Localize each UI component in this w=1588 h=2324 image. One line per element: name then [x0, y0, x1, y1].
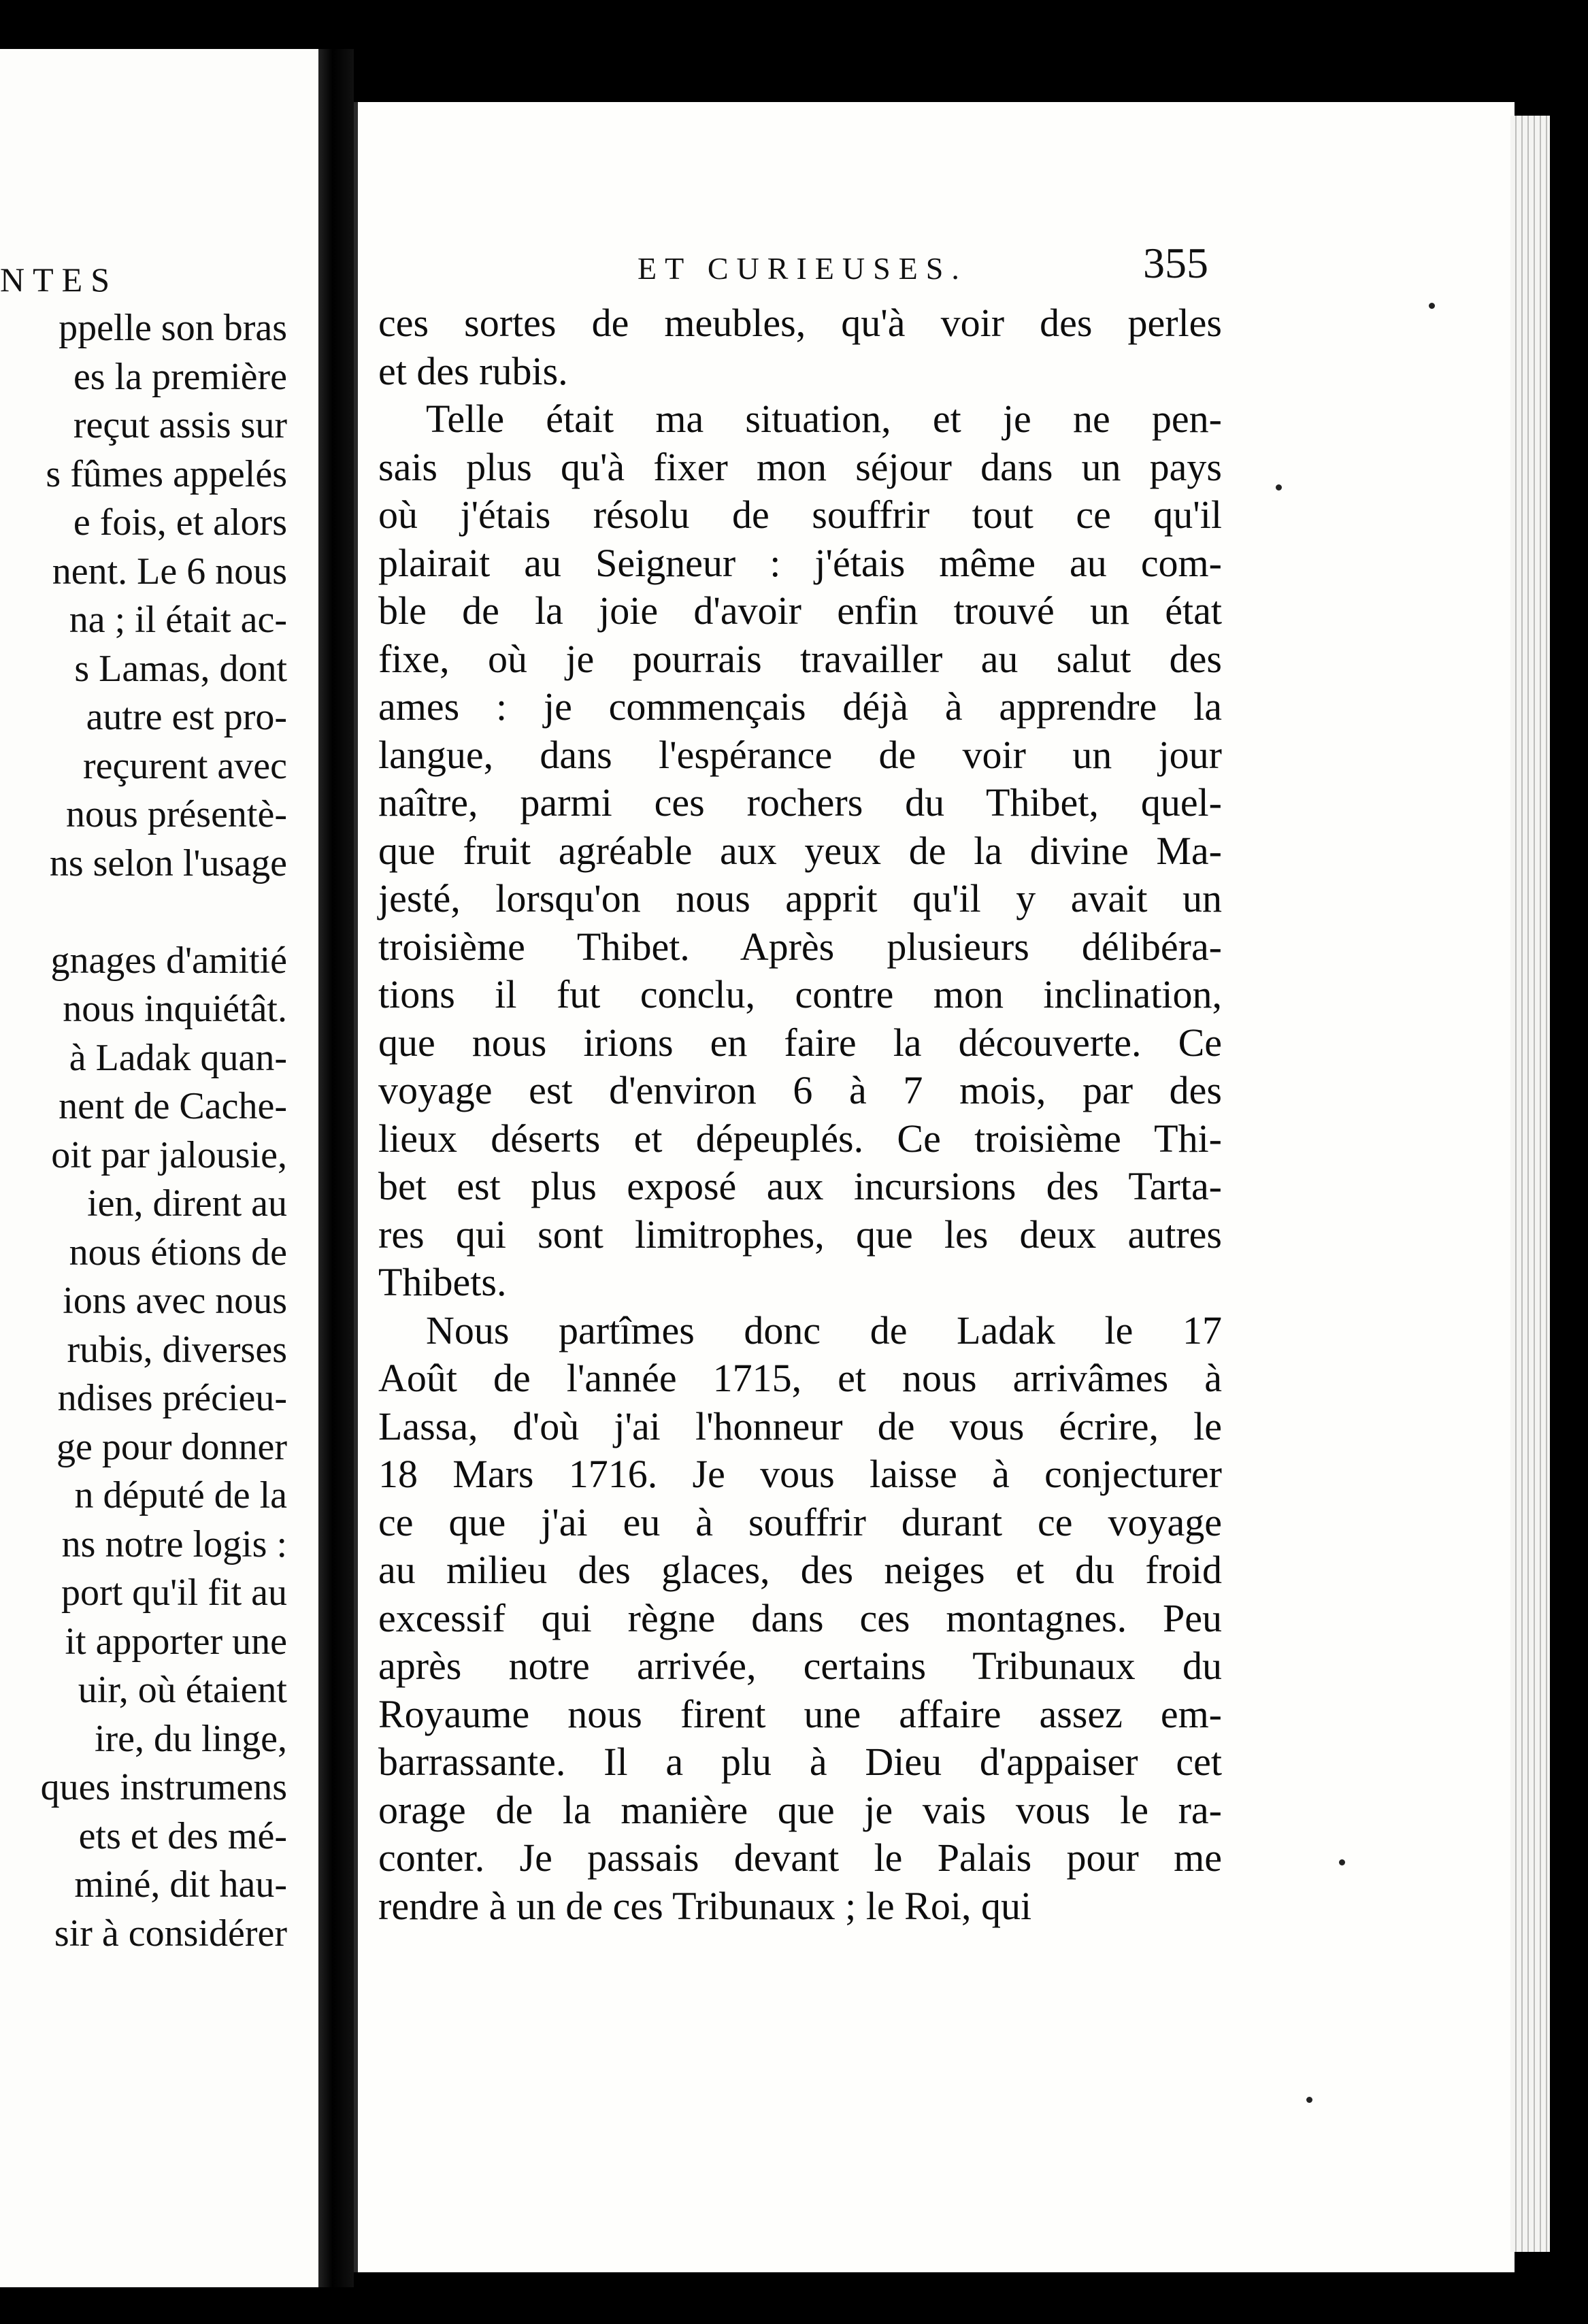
left-text-line: nous présentè- [65, 793, 287, 835]
speck [1429, 303, 1435, 309]
left-text-line: uir, où étaient [78, 1669, 287, 1711]
text-line: naître, parmi ces rochers du Thibet, quel- [378, 780, 1222, 825]
text-line: et des rubis. [378, 348, 568, 393]
speck [1339, 1859, 1345, 1865]
text-line: au milieu des glaces, des neiges et du froid [378, 1548, 1222, 1592]
left-text-line: gnages d'amitié [50, 939, 287, 982]
text-line: que fruit agréable aux yeux de la divine Ma- [378, 828, 1222, 873]
text-line: tions il fut conclu, contre mon inclination, [378, 972, 1222, 1016]
text-line: 18 Mars 1716. Je vous laisse à conjecturer [378, 1452, 1222, 1496]
left-text-line: ien, dirent au [87, 1182, 287, 1225]
left-page-text [41, 304, 287, 1958]
left-text-line: oit par jalousie, [51, 1133, 287, 1176]
left-text-line: nous étions de [69, 1231, 287, 1274]
left-text-line: it apporter une [65, 1620, 287, 1663]
text-line: sais plus qu'à fixer mon séjour dans un pays [378, 444, 1222, 489]
text-line: conter. Je passais devant le Palais pour me [378, 1836, 1222, 1880]
text-line: fixe, où je pourrais travailler au salut des [378, 636, 1222, 681]
text-line: après notre arrivée, certains Tribunaux du [378, 1644, 1222, 1688]
text-line: ce que j'ai eu à souffrir durant ce voyage [378, 1499, 1222, 1544]
left-text-line: nent. Le 6 nous [52, 550, 287, 593]
text-line: ames : je commençais déjà à apprendre la [378, 684, 1222, 729]
speck [1276, 484, 1282, 491]
text-line: orage de la manière que je vais vous le ra- [378, 1787, 1222, 1832]
left-text-line: n député de la [74, 1474, 287, 1516]
left-text-line: ppelle son bras [59, 307, 287, 349]
text-line: jesté, lorsqu'on nous apprit qu'il y avait un [378, 876, 1222, 920]
left-text-line: reçut assis sur [73, 404, 287, 446]
left-text-line: s fûmes appelés [46, 452, 287, 495]
left-text-line: rubis, diverses [67, 1328, 287, 1371]
left-text-line: ire, du linge, [94, 1717, 287, 1760]
left-text-line: ets et des mé- [78, 1814, 287, 1857]
speck [1306, 2097, 1312, 2103]
left-text-line: ques instrumens [40, 1766, 287, 1808]
left-text-line: autre est pro- [86, 696, 287, 738]
text-line: langue, dans l'espérance de voir un jour [378, 732, 1222, 777]
left-text-line [41, 888, 287, 937]
left-text-line: miné, dit hau- [74, 1863, 287, 1906]
left-text-line: na ; il était ac- [69, 599, 287, 641]
text-line: ble de la joie d'avoir enfin trouvé un état [378, 588, 1222, 633]
text-line: plairait au Seigneur : j'étais même au com- [378, 540, 1222, 585]
left-text-line: nent de Cache- [59, 1085, 287, 1127]
left-text-line: port qu'il fit au [61, 1572, 287, 1614]
text-line: où j'étais résolu de souffrir tout ce qu'il [378, 493, 1222, 537]
text-line: Lassa, d'où j'ai l'honneur de vous écrire, le [378, 1404, 1222, 1448]
text-line: Telle était ma situation, et je ne pen- [426, 397, 1222, 441]
left-text-line: es la première [73, 355, 287, 398]
text-line: Août de l'année 1715, et nous arrivâmes à [378, 1356, 1222, 1400]
text-line: lieux déserts et dépeuplés. Ce troisième Thi- [378, 1116, 1222, 1161]
running-head: ET CURIEUSES. [638, 251, 967, 286]
left-page [0, 49, 318, 2287]
text-line: Royaume nous firent une affaire assez em- [378, 1691, 1222, 1736]
left-text-line: à Ladak quan- [69, 1036, 287, 1079]
left-text-line: ions avec nous [63, 1280, 287, 1322]
text-line: troisième Thibet. Après plusieurs délibéra- [378, 924, 1222, 969]
left-running-head: NTES [0, 261, 118, 299]
text-line: Thibets. [378, 1260, 507, 1304]
text-line: que nous irions en faire la découverte. Ce [378, 1020, 1222, 1065]
text-line: barrassante. Il a plu à Dieu d'appaiser cet [378, 1740, 1222, 1784]
left-text-line: sir à considérer [54, 1912, 287, 1955]
left-text-line: e fois, et alors [73, 501, 287, 544]
text-line: excessif qui règne dans ces montagnes. Peu [378, 1595, 1222, 1640]
left-text-line: ge pour donner [56, 1425, 287, 1468]
book-gutter [318, 49, 354, 2287]
page-edges [1510, 116, 1550, 2252]
left-text-line: reçurent avec [83, 744, 287, 787]
body-text [378, 299, 1222, 1930]
text-line: ces sortes de meubles, qu'à voir des perles [378, 301, 1222, 345]
left-text-line: ns notre logis : [61, 1523, 287, 1565]
text-line: Nous partîmes donc de Ladak le 17 [426, 1308, 1222, 1352]
text-line: voyage est d'environ 6 à 7 mois, par des [378, 1068, 1222, 1112]
left-text-line: nous inquiétât. [63, 988, 287, 1030]
text-line: rendre à un de ces Tribunaux ; le Roi, qui [378, 1883, 1032, 1928]
left-text-line: ns selon l'usage [49, 842, 287, 884]
page-number: 355 [1143, 239, 1208, 287]
text-line: res qui sont limitrophes, que les deux autres [378, 1212, 1222, 1257]
left-text-line: s Lamas, dont [74, 647, 287, 690]
left-text-line: ndises précieu- [57, 1377, 287, 1419]
text-line: bet est plus exposé aux incursions des Tarta- [378, 1164, 1222, 1208]
